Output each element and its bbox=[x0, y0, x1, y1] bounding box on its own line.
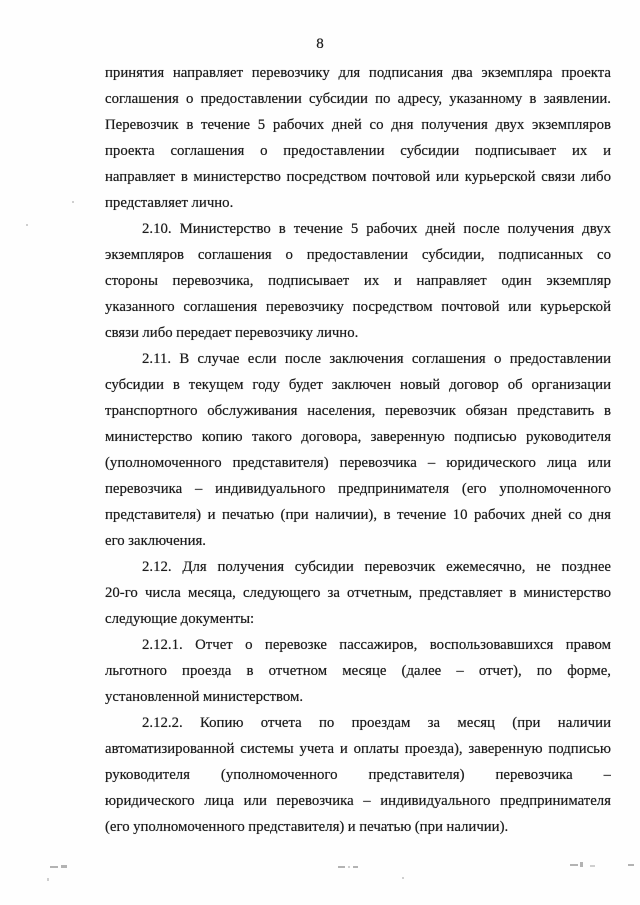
document-body bbox=[105, 60, 611, 840]
text-line: перевозчика – индивидуального предпринимателя (его уполномоченного bbox=[105, 481, 611, 497]
text-line: проекта соглашения о предоставлении субсидии подписывает их и bbox=[105, 143, 611, 159]
scan-speck bbox=[348, 866, 350, 868]
text-line: министерство копию такого договора, заверенную подписью руководителя bbox=[105, 429, 611, 445]
paragraph-2-11 bbox=[105, 346, 611, 554]
scan-speck bbox=[50, 866, 58, 868]
text-line: соглашения о предоставлении субсидии по адресу, указанному в заявлении. bbox=[105, 91, 611, 107]
text-line: автоматизированной системы учета и оплаты проезда), заверенную подписью bbox=[105, 741, 611, 757]
scan-speck bbox=[61, 865, 67, 868]
text-line: 20-го числа месяца, следующего за отчетным, представляет в министерство bbox=[105, 585, 611, 601]
text-line: связи либо передает перевозчику лично. bbox=[105, 325, 359, 341]
paragraph-continuation bbox=[105, 60, 611, 216]
text-line: 2.12.1. Отчет о перевозке пассажиров, воспользовавшихся правом bbox=[142, 637, 611, 653]
text-line: представителя) и печатью (при наличии), в течение 10 рабочих дней со дня bbox=[105, 507, 611, 523]
text-line: (уполномоченного представителя) перевозчика – юридического лица или bbox=[105, 455, 611, 471]
text-line: экземпляров соглашения о предоставлении субсидии, подписанных со bbox=[105, 247, 611, 263]
scan-speck bbox=[570, 864, 578, 866]
scan-speck bbox=[47, 878, 49, 881]
text-line: его заключения. bbox=[105, 533, 206, 549]
scan-speck bbox=[402, 877, 404, 879]
text-line: транспортного обслуживания населения, перевозчик обязан представить в bbox=[105, 403, 611, 419]
scan-speck bbox=[338, 866, 345, 868]
text-line: 2.10. Министерство в течение 5 рабочих дней после получения двух bbox=[142, 221, 611, 237]
scan-speck bbox=[590, 865, 595, 867]
paragraph-2-12 bbox=[105, 554, 611, 632]
text-line: юридического лица или перевозчика – индивидуального предпринимателя bbox=[105, 793, 611, 809]
text-line: представляет лично. bbox=[105, 195, 234, 211]
text-line: субсидии в текущем году будет заключен новый договор об организации bbox=[105, 377, 611, 393]
text-line: указанного соглашения перевозчику посредством почтовой или курьерской bbox=[105, 299, 611, 315]
scan-speck bbox=[353, 866, 358, 868]
text-line: 2.12. Для получения субсидии перевозчик ежемесячно, не позднее bbox=[142, 559, 611, 575]
scan-speck bbox=[26, 224, 28, 226]
text-line: следующие документы: bbox=[105, 611, 255, 627]
text-line: направляет в министерство посредством почтовой или курьерской связи либо bbox=[105, 169, 611, 185]
text-line: Перевозчик в течение 5 рабочих дней со дня получения двух экземпляров bbox=[105, 117, 611, 133]
scan-speck bbox=[580, 862, 583, 867]
paragraph-2-12-2 bbox=[105, 710, 611, 840]
text-line: установленной министерством. bbox=[105, 689, 304, 705]
text-line: (его уполномоченного представителя) и печатью (при наличии). bbox=[105, 819, 509, 835]
text-line: 2.11. В случае если после заключения соглашения о предоставлении bbox=[142, 351, 611, 367]
text-line: льготного проезда в отчетном месяце (далее – отчет), по форме, bbox=[105, 663, 611, 679]
scan-speck bbox=[72, 201, 74, 203]
scan-speck bbox=[628, 864, 634, 866]
paragraph-2-12-1 bbox=[105, 632, 611, 710]
text-line: руководителя (уполномоченного представителя) перевозчика – bbox=[105, 767, 611, 783]
text-line: 2.12.2. Копию отчета по проездам за месяц (при наличии bbox=[142, 715, 611, 731]
text-line: принятия направляет перевозчику для подписания два экземпляра проекта bbox=[105, 65, 611, 81]
page-number: 8 bbox=[316, 36, 324, 52]
paragraph-2-10 bbox=[105, 216, 611, 346]
text-line: стороны перевозчика, подписывает их и направляет один экземпляр bbox=[105, 273, 611, 289]
